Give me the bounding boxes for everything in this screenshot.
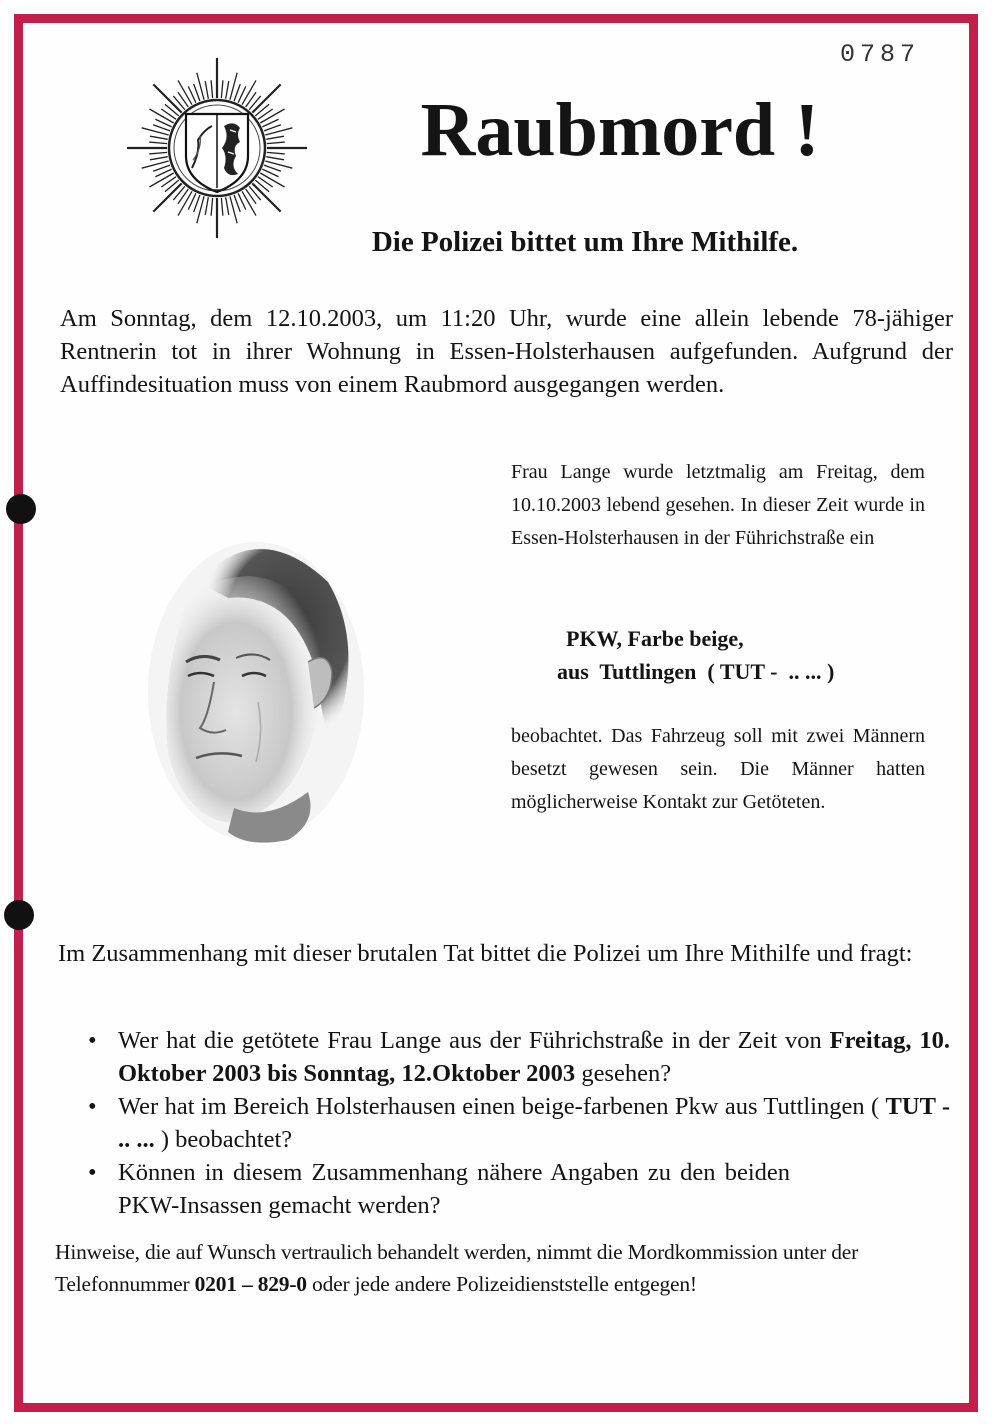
emblem-ray (242, 191, 256, 215)
side-text-block (511, 456, 925, 813)
emblem-ray (205, 197, 208, 215)
list-item: • Wer hat die getötete Frau Lange aus der Führichstraße in der Zeit von Freitag, 10. Oktober 2003 bis Sonntag, 12.Oktober 2003 gesehen? (84, 1024, 950, 1090)
emblem-ray (249, 96, 261, 110)
emblem-ray (252, 84, 280, 112)
observed-paragraph: beobachtet. Das Fahrzeug soll mit zwei Männern besetzt gewesen sein. Die Männer hatten möglicherweise Kontakt zur Getöteten. (511, 725, 925, 813)
emblem-ray (226, 81, 229, 99)
emblem-ray (264, 165, 281, 171)
emblem-ray (178, 80, 192, 104)
emblem-ray (194, 195, 200, 212)
emblem-ray (149, 173, 173, 187)
emblem-ray (165, 180, 179, 192)
subtitle: Die Polizei bittet um Ihre Mithilfe. (371, 226, 799, 258)
intro-paragraph: Am Sonntag, dem 12.10.2003, um 11:20 Uhr, wurde eine allein lebende 78-jähiger Rentnerin tot in ihrer Wohnung in Essen-Holsterhausen aufgefunden. Aufgrund der Auffindesituation muss von einem Raubmord ausgegangen werden. (60, 305, 953, 398)
bullet-icon: • (88, 1093, 97, 1120)
emblem-ray (221, 80, 223, 98)
list-item: • Wer hat im Bereich Holsterhausen einen beige-farbenen Pkw aus Tuttlingen ( TUT - .. ... ) beobachtet? (84, 1090, 950, 1156)
car-description-line2: aus Tuttlingen ( TUT - .. ... ) (557, 659, 835, 684)
emblem-ray (242, 80, 256, 104)
emblem-ray (249, 186, 261, 200)
emblem-ray (260, 109, 284, 123)
emblem-ray (267, 152, 285, 154)
emblem-ray (252, 183, 280, 211)
list-item: • Können in diesem Zusammenhang nähere Angaben zu den beiden PKW-Insassen gemacht werden? (84, 1156, 950, 1222)
emblem-ray (173, 96, 185, 110)
emblem-ray (266, 157, 284, 160)
emblem-ray (149, 109, 173, 123)
car-description-line1: PKW, Farbe beige, (566, 626, 744, 651)
question-list (84, 1024, 950, 1222)
emblem-ray (149, 152, 167, 154)
emblem-ray (153, 84, 181, 112)
bullet-icon: • (88, 1159, 97, 1186)
appeal-paragraph: Im Zusammenhang mit dieser brutalen Tat bittet die Polizei um Ihre Mithilfe und fragt: (58, 940, 913, 967)
emblem-ray (255, 180, 269, 192)
emblem-ray (234, 195, 240, 212)
police-star-emblem (114, 56, 320, 240)
emblem-ray (266, 136, 284, 139)
emblem-ray (165, 104, 179, 116)
serial-number: 0787 (839, 40, 920, 69)
phone-number: 0201 – 829-0 (194, 1272, 307, 1296)
emblem-ray (264, 125, 281, 131)
emblem-ray (150, 157, 168, 160)
emblem-ray (255, 104, 269, 116)
emblem-ray (194, 84, 200, 101)
emblem-ray (211, 198, 213, 216)
emblem-ray (226, 197, 229, 215)
emblem-ray (178, 191, 192, 215)
emblem-ray (211, 80, 213, 98)
emblem-ray (221, 198, 223, 216)
victim-photo (138, 522, 368, 852)
contact-hint: Hinweise, die auf Wunsch vertraulich behandelt werden, nimmt die Mordkommission unter der Telefonnummer 0201 – 829-0 oder jede andere Polizeidienststelle entgegen! (55, 1240, 859, 1296)
emblem-ray (150, 136, 168, 139)
punch-hole-bottom (4, 900, 34, 930)
emblem-ray (153, 183, 181, 211)
page-title: Raubmord ! (420, 88, 820, 172)
emblem-ray (173, 186, 185, 200)
last-seen-paragraph: Frau Lange wurde letztmalig am Freitag, dem 10.10.2003 lebend gesehen. In dieser Zeit wurde in Essen-Holsterhausen in der Führichstraße ein (511, 461, 925, 549)
emblem-ray (260, 173, 284, 187)
bullet-icon: • (88, 1027, 97, 1054)
emblem-ray (149, 142, 167, 144)
emblem-ray (267, 142, 285, 144)
emblem-ray (205, 81, 208, 99)
emblem-ray (234, 84, 240, 101)
emblem-ray (153, 165, 170, 171)
emblem-ray (153, 125, 170, 131)
punch-hole-top (6, 494, 36, 524)
